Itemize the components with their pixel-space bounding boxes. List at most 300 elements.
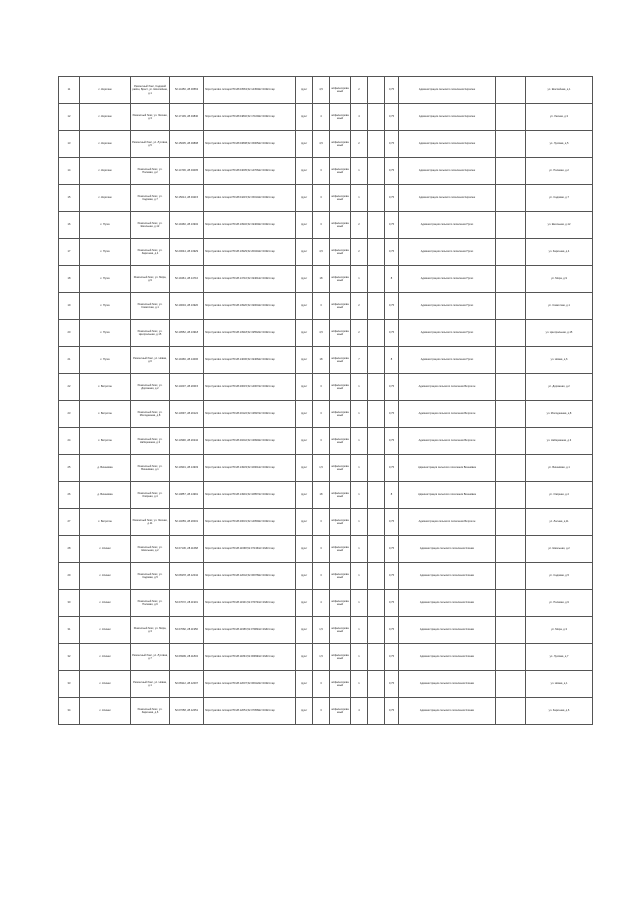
coating-cell: асфальтированный: [330, 293, 351, 320]
owner-cell: Администрация сельского поселения Клинки: [399, 536, 496, 563]
owner-cell: Администрация сельского поселения Пугач: [399, 293, 496, 320]
empty-cell: [368, 455, 385, 482]
surface-type-cell: грунт: [296, 536, 313, 563]
locality-cell: с. Кирилюк: [80, 158, 131, 185]
address-cell: Ремонтный бокс, ул. Мира, д.9: [131, 266, 170, 293]
row-number: 21: [59, 347, 80, 374]
table-row: [59, 212, 593, 239]
empty-cell: [368, 590, 385, 617]
table-row: [59, 320, 593, 347]
coating-cell: асфальтированный: [330, 536, 351, 563]
empty-cell: [368, 347, 385, 374]
container-volume-cell: 0,75: [385, 212, 399, 239]
containers-count-cell: 2: [351, 131, 368, 158]
waste-sources-cell: ул. Дорожная, д.2: [526, 374, 593, 401]
empty-cell: [496, 158, 526, 185]
containers-count-cell: 2: [351, 212, 368, 239]
empty-cell: [368, 77, 385, 104]
owner-cell: Администрация сельского поселения Пугач: [399, 212, 496, 239]
map-link-cell: https://yandex.ru/maps/?ll=28.14933,52.10901&z=16&l=map: [204, 455, 296, 482]
empty-cell: [496, 455, 526, 482]
row-number: 18: [59, 266, 80, 293]
containers-count-cell: 1: [351, 455, 368, 482]
containers-count-cell: 1: [351, 644, 368, 671]
map-link-cell: https://yandex.ru/maps/?ll=28.13918,52.19552&z=16&l=map: [204, 320, 296, 347]
waste-sources-cell: ул. Озёрная, д.4: [526, 482, 593, 509]
address-cell: Ремонтный бокс, ул. Набережная, д.3: [131, 428, 170, 455]
container-volume-cell: 0,75: [385, 77, 399, 104]
coating-cell: асфальтированный: [330, 428, 351, 455]
table-row: [59, 158, 593, 185]
containers-count-cell: 1: [351, 482, 368, 509]
container-volume-cell: 0,75: [385, 320, 399, 347]
row-number: 22: [59, 374, 80, 401]
map-link-cell: https://yandex.ru/maps/?ll=28.12042,52.06978&z=16&l=map: [204, 563, 296, 590]
surface-type-cell: грунт: [296, 563, 313, 590]
container-volume-cell: 0,75: [385, 401, 399, 428]
empty-cell: [368, 563, 385, 590]
surface-type-cell: грунт: [296, 185, 313, 212]
containers-count-cell: 1: [351, 617, 368, 644]
address-cell: Ремонтный бокс, ул. Центральная, д.15: [131, 320, 170, 347]
coating-cell: асфальтированный: [330, 131, 351, 158]
containers-count-cell: 1: [351, 509, 368, 536]
container-volume-cell: 0,75: [385, 374, 399, 401]
waste-sources-cell: ул. Шоссейная, д.1: [526, 77, 593, 104]
locality-cell: с. Пугач: [80, 320, 131, 347]
empty-cell: [496, 374, 526, 401]
owner-cell: Администрация сельского поселения Пугач: [399, 347, 496, 374]
coating-cell: асфальтированный: [330, 671, 351, 698]
area-cell: 1,5: [313, 617, 330, 644]
coordinates-cell: 52.14450, 28.03563: [170, 77, 204, 104]
coating-cell: асфальтированный: [330, 158, 351, 185]
owner-cell: Администрация сельского поселения Кирилюк: [399, 104, 496, 131]
coordinates-cell: 52.14007, 28.20015: [170, 374, 204, 401]
coordinates-cell: 52.06978, 28.12042: [170, 563, 204, 590]
waste-sites-table: [58, 76, 593, 725]
map-link-cell: https://yandex.ru/maps/?ll=28.20242,52.13990&z=16&l=map: [204, 428, 296, 455]
surface-type-cell: грунт: [296, 266, 313, 293]
locality-cell: с. Ветрогон: [80, 428, 131, 455]
area-cell: 18: [313, 482, 330, 509]
owner-cell: Администрация сельского поселения Пугач: [399, 266, 496, 293]
surface-type-cell: грунт: [296, 590, 313, 617]
locality-cell: с. Кирилюк: [80, 77, 131, 104]
table-row: [59, 374, 593, 401]
row-number: 24: [59, 428, 80, 455]
coating-cell: асфальтированный: [330, 401, 351, 428]
waste-sources-cell: ул. Луговая, д.7: [526, 644, 593, 671]
map-link-cell: https://yandex.ru/maps/?ll=28.12007,52.06912&z=16&l=map: [204, 671, 296, 698]
containers-count-cell: 1: [351, 563, 368, 590]
area-cell: 4,5: [313, 320, 330, 347]
map-link-cell: https://yandex.ru/maps/?ll=28.04215,52.15014&z=16&l=map: [204, 185, 296, 212]
empty-cell: [496, 239, 526, 266]
empty-cell: [496, 563, 526, 590]
locality-cell: с. Пугач: [80, 212, 131, 239]
locality-cell: с. Клинки: [80, 644, 131, 671]
owner-cell: Администрация сельского поселения Кирилюк: [399, 131, 496, 158]
coating-cell: асфальтированный: [330, 698, 351, 725]
empty-cell: [368, 509, 385, 536]
container-volume-cell: 8: [385, 482, 399, 509]
coating-cell: асфальтированный: [330, 320, 351, 347]
map-link-cell: https://yandex.ru/maps/?ll=28.11956,52.07082&z=16&l=map: [204, 617, 296, 644]
owner-cell: Администрация сельского поселения Ветрогон: [399, 428, 496, 455]
table-row: [59, 239, 593, 266]
owner-cell: Администрация сельского поселения Клинки: [399, 590, 496, 617]
owner-cell: Администрация сельского поселения Кирилюк: [399, 158, 496, 185]
area-cell: 3: [313, 374, 330, 401]
container-volume-cell: 8: [385, 347, 399, 374]
locality-cell: с. Пугач: [80, 347, 131, 374]
locality-cell: с. Кирилюк: [80, 131, 131, 158]
coating-cell: асфальтированный: [330, 104, 351, 131]
table-row: [59, 104, 593, 131]
map-link-cell: https://yandex.ru/maps/?ll=28.03563,52.14450&z=16&l=map: [204, 77, 296, 104]
coordinates-cell: 52.19460, 28.13932: [170, 212, 204, 239]
address-cell: Ремонтный бокс, ул. Советская, д.1: [131, 293, 170, 320]
area-cell: 3: [313, 185, 330, 212]
register-document: [58, 76, 592, 725]
waste-sources-cell: ул. Лесная, д.3: [526, 104, 593, 131]
surface-type-cell: грунт: [296, 239, 313, 266]
address-cell: Ремонтный бокс, ул. Полевая, д.2: [131, 158, 170, 185]
address-cell: Ремонтный бокс, ул. Школьная, д.2: [131, 536, 170, 563]
coordinates-cell: 52.13990, 28.20242: [170, 428, 204, 455]
area-cell: 3: [313, 671, 330, 698]
address-cell: Ремонтный бокс, ул. Мира, д.3: [131, 617, 170, 644]
area-cell: 4,5: [313, 239, 330, 266]
row-number: 32: [59, 644, 80, 671]
map-link-cell: https://yandex.ru/maps/?ll=28.14006,52.19466&z=16&l=map: [204, 347, 296, 374]
container-volume-cell: 0,75: [385, 185, 399, 212]
area-cell: 4,5: [313, 131, 330, 158]
coating-cell: асфальтированный: [330, 266, 351, 293]
address-cell: Ремонтный бокс, ул. Садовая, д.7: [131, 185, 170, 212]
map-link-cell: https://yandex.ru/maps/?ll=28.11901,52.07072&z=16&l=map: [204, 590, 296, 617]
coordinates-cell: 52.10857, 28.14991: [170, 482, 204, 509]
waste-sources-cell: ул. Молодежная, д.8: [526, 401, 593, 428]
waste-sources-cell: ул. Садовая, д.5: [526, 563, 593, 590]
area-cell: 3: [313, 158, 330, 185]
container-volume-cell: 0,75: [385, 617, 399, 644]
surface-type-cell: грунт: [296, 293, 313, 320]
empty-cell: [496, 698, 526, 725]
empty-cell: [496, 617, 526, 644]
container-volume-cell: 0,75: [385, 590, 399, 617]
locality-cell: с. Клинки: [80, 671, 131, 698]
row-number: 26: [59, 482, 80, 509]
area-cell: 4: [313, 590, 330, 617]
area-cell: 1,5: [313, 455, 330, 482]
area-cell: 3: [313, 212, 330, 239]
containers-count-cell: 4: [351, 104, 368, 131]
surface-type-cell: грунт: [296, 374, 313, 401]
area-cell: 3: [313, 509, 330, 536]
empty-cell: [496, 212, 526, 239]
map-link-cell: https://yandex.ru/maps/?ll=28.14991,52.10857&z=16&l=map: [204, 482, 296, 509]
empty-cell: [496, 104, 526, 131]
waste-sources-cell: ул. Мира, д.9: [526, 266, 593, 293]
containers-count-cell: 1: [351, 158, 368, 185]
containers-count-cell: 4: [351, 698, 368, 725]
coordinates-cell: 52.17109, 28.04840: [170, 104, 204, 131]
owner-cell: Администрация сельского поселения Пугач: [399, 239, 496, 266]
containers-count-cell: 2: [351, 293, 368, 320]
waste-sources-cell: ул. Лесная, д.11: [526, 509, 593, 536]
owner-cell: Администрация сельского поселения Клинки: [399, 698, 496, 725]
containers-count-cell: 1: [351, 671, 368, 698]
address-cell: Ремонтный бокс, ул. Молодежная, д.8: [131, 401, 170, 428]
surface-type-cell: грунт: [296, 698, 313, 725]
coordinates-cell: 52.06912, 28.12007: [170, 671, 204, 698]
waste-sources-cell: ул. Советская, д.1: [526, 293, 593, 320]
row-number: 31: [59, 617, 80, 644]
owner-cell: Администрация сельского поселения Кирилюк: [399, 77, 496, 104]
address-cell: Ремонтный бокс, ул. Лесная, д.11: [131, 509, 170, 536]
area-cell: 4,5: [313, 77, 330, 104]
owner-cell: Администрация сельского поселения Кирилюк: [399, 185, 496, 212]
coordinates-cell: 52.20044, 28.13929: [170, 239, 204, 266]
coating-cell: асфальтированный: [330, 185, 351, 212]
empty-cell: [496, 482, 526, 509]
map-link-cell: https://yandex.ru/maps/?ll=28.13920,52.19004&z=16&l=map: [204, 293, 296, 320]
locality-cell: с. Кирилюк: [80, 185, 131, 212]
row-number: 17: [59, 239, 80, 266]
table-row: [59, 266, 593, 293]
container-volume-cell: 0,75: [385, 158, 399, 185]
locality-cell: с. Кирилюк: [80, 104, 131, 131]
coordinates-cell: 52.13697, 28.20122: [170, 401, 204, 428]
area-cell: 3: [313, 536, 330, 563]
coating-cell: асфальтированный: [330, 617, 351, 644]
surface-type-cell: грунт: [296, 77, 313, 104]
waste-sources-cell: ул. Луговая, д.5: [526, 131, 593, 158]
surface-type-cell: грунт: [296, 509, 313, 536]
locality-cell: д. Вишнёвка: [80, 482, 131, 509]
empty-cell: [368, 644, 385, 671]
table-row: [59, 347, 593, 374]
empty-cell: [368, 266, 385, 293]
container-volume-cell: 0,75: [385, 239, 399, 266]
coordinates-cell: 52.15014, 28.04215: [170, 185, 204, 212]
coating-cell: асфальтированный: [330, 482, 351, 509]
area-cell: 3: [313, 428, 330, 455]
locality-cell: с. Ветрогон: [80, 509, 131, 536]
row-number: 14: [59, 158, 80, 185]
table-row: [59, 455, 593, 482]
surface-type-cell: грунт: [296, 212, 313, 239]
row-number: 27: [59, 509, 80, 536]
row-number: 28: [59, 536, 80, 563]
row-number: 23: [59, 401, 80, 428]
waste-sources-cell: ул. Новая, д.1: [526, 671, 593, 698]
area-cell: 4: [313, 104, 330, 131]
containers-count-cell: 1: [351, 536, 368, 563]
row-number: 19: [59, 293, 80, 320]
coating-cell: асфальтированный: [330, 347, 351, 374]
waste-sources-cell: ул. Садовая, д.7: [526, 185, 593, 212]
table-row: [59, 671, 593, 698]
address-cell: Ремонтный бокс, ул. Заречная, д.6: [131, 698, 170, 725]
map-link-cell: https://yandex.ru/maps/?ll=28.11668,52.07136&z=16&l=map: [204, 536, 296, 563]
owner-cell: Администрация сельского поселения Клинки: [399, 563, 496, 590]
row-number: 29: [59, 563, 80, 590]
table-row: [59, 428, 593, 455]
coating-cell: асфальтированный: [330, 239, 351, 266]
owner-cell: Администрация сельского поселения Клинки: [399, 617, 496, 644]
waste-sources-cell: ул. Заречная, д.6: [526, 698, 593, 725]
map-link-cell: https://yandex.ru/maps/?ll=28.13932,52.19460&z=16&l=map: [204, 212, 296, 239]
container-volume-cell: 0,75: [385, 698, 399, 725]
empty-cell: [496, 428, 526, 455]
empty-cell: [496, 590, 526, 617]
empty-cell: [368, 482, 385, 509]
coating-cell: асфальтированный: [330, 590, 351, 617]
coating-cell: асфальтированный: [330, 212, 351, 239]
map-link-cell: https://yandex.ru/maps/?ll=28.20015,52.14007&z=16&l=map: [204, 374, 296, 401]
surface-type-cell: грунт: [296, 158, 313, 185]
empty-cell: [368, 212, 385, 239]
waste-sources-cell: ул. Школьная, д.2: [526, 536, 593, 563]
area-cell: 3: [313, 698, 330, 725]
container-volume-cell: 0,75: [385, 563, 399, 590]
locality-cell: с. Клинки: [80, 617, 131, 644]
containers-count-cell: 1: [351, 185, 368, 212]
area-cell: 1,5: [313, 644, 330, 671]
row-number: 25: [59, 455, 80, 482]
address-cell: Ремонтный бокс, ул. Новая, д.1: [131, 671, 170, 698]
coordinates-cell: 52.07082, 28.11956: [170, 617, 204, 644]
empty-cell: [496, 509, 526, 536]
area-cell: 3: [313, 563, 330, 590]
containers-count-cell: 1: [351, 266, 368, 293]
empty-cell: [496, 536, 526, 563]
row-number: 11: [59, 77, 80, 104]
empty-cell: [496, 671, 526, 698]
empty-cell: [496, 293, 526, 320]
address-cell: Ремонтный бокс, ул. Заречная, д.4: [131, 239, 170, 266]
owner-cell: Администрация сельского поселения Вишнёвка: [399, 482, 496, 509]
waste-sources-cell: ул. Школьная, д.12: [526, 212, 593, 239]
table-row: [59, 536, 593, 563]
table-row: [59, 293, 593, 320]
coating-cell: асфальтированный: [330, 509, 351, 536]
surface-type-cell: грунт: [296, 131, 313, 158]
address-cell: Ремонтный бокс, ул. Школьная, д.12: [131, 212, 170, 239]
waste-sources-cell: ул. Заречная, д.4: [526, 239, 593, 266]
map-link-cell: https://yandex.ru/maps/?ll=28.14710,52.19461&z=16&l=map: [204, 266, 296, 293]
container-volume-cell: 0,75: [385, 671, 399, 698]
empty-cell: [496, 347, 526, 374]
container-volume-cell: 0,75: [385, 104, 399, 131]
empty-cell: [368, 104, 385, 131]
coordinates-cell: 52.07058, 28.12051: [170, 698, 204, 725]
empty-cell: [368, 293, 385, 320]
locality-cell: с. Пугач: [80, 239, 131, 266]
empty-cell: [368, 536, 385, 563]
empty-cell: [368, 617, 385, 644]
table-row: [59, 509, 593, 536]
coordinates-cell: 52.07072, 28.11901: [170, 590, 204, 617]
waste-sources-cell: ул. Набережная, д.3: [526, 428, 593, 455]
empty-cell: [496, 644, 526, 671]
address-cell: Ремонтный бокс, ул. Озёрная, д.4: [131, 482, 170, 509]
coating-cell: асфальтированный: [330, 644, 351, 671]
container-volume-cell: 0,75: [385, 536, 399, 563]
waste-sources-cell: ул. Новая, д.6: [526, 347, 593, 374]
coordinates-cell: 52.19004, 28.13920: [170, 293, 204, 320]
coordinates-cell: 52.07136, 28.11668: [170, 536, 204, 563]
containers-count-cell: 2: [351, 320, 368, 347]
row-number: 12: [59, 104, 80, 131]
map-link-cell: https://yandex.ru/maps/?ll=28.04005,52.14706&z=16&l=map: [204, 158, 296, 185]
waste-sources-cell: ул. Полевая, д.9: [526, 590, 593, 617]
surface-type-cell: грунт: [296, 401, 313, 428]
coordinates-cell: 52.14706, 28.04005: [170, 158, 204, 185]
surface-type-cell: грунт: [296, 104, 313, 131]
locality-cell: с. Клинки: [80, 590, 131, 617]
address-cell: Ремонтный бокс, ул. Садовая, д.5: [131, 563, 170, 590]
surface-type-cell: грунт: [296, 482, 313, 509]
coating-cell: асфальтированный: [330, 77, 351, 104]
containers-count-cell: 2: [351, 77, 368, 104]
container-volume-cell: 8: [385, 266, 399, 293]
container-volume-cell: 0,75: [385, 293, 399, 320]
area-cell: 3: [313, 293, 330, 320]
coating-cell: асфальтированный: [330, 374, 351, 401]
address-cell: Ремонтный бокс, ул. Полевая, д.9: [131, 590, 170, 617]
containers-count-cell: 1: [351, 428, 368, 455]
coating-cell: асфальтированный: [330, 563, 351, 590]
empty-cell: [496, 77, 526, 104]
surface-type-cell: грунт: [296, 455, 313, 482]
empty-cell: [368, 158, 385, 185]
address-cell: Ремонтный бокс, ул. Луговая, д.5: [131, 131, 170, 158]
empty-cell: [496, 131, 526, 158]
empty-cell: [496, 401, 526, 428]
address-cell: Ремонтный бокс, ул. Лесная, д.3: [131, 104, 170, 131]
row-number: 30: [59, 590, 80, 617]
table-row: [59, 401, 593, 428]
empty-cell: [368, 320, 385, 347]
waste-sources-cell: ул. Полевая, д.2: [526, 158, 593, 185]
table-row: [59, 698, 593, 725]
surface-type-cell: грунт: [296, 320, 313, 347]
empty-cell: [496, 185, 526, 212]
containers-count-cell: 2: [351, 239, 368, 266]
surface-type-cell: грунт: [296, 347, 313, 374]
containers-count-cell: 1: [351, 374, 368, 401]
owner-cell: Администрация сельского поселения Ветрогон: [399, 509, 496, 536]
table-row: [59, 644, 593, 671]
locality-cell: с. Пугач: [80, 293, 131, 320]
locality-cell: с. Ветрогон: [80, 401, 131, 428]
map-link-cell: https://yandex.ru/maps/?ll=28.03808,52.15005&z=16&l=map: [204, 131, 296, 158]
map-link-cell: https://yandex.ru/maps/?ll=28.20031,52.14059&z=16&l=map: [204, 509, 296, 536]
locality-cell: д. Вишнёвка: [80, 455, 131, 482]
row-number: 20: [59, 320, 80, 347]
address-cell: Ремонтный бокс, ул. Дорожная, д.2: [131, 374, 170, 401]
table-row: [59, 482, 593, 509]
table-row: [59, 590, 593, 617]
map-link-cell: https://yandex.ru/maps/?ll=28.20122,52.13697&z=16&l=map: [204, 401, 296, 428]
coordinates-cell: 52.19461, 28.14710: [170, 266, 204, 293]
empty-cell: [368, 698, 385, 725]
owner-cell: Администрация сельского поселения Ветрогон: [399, 374, 496, 401]
